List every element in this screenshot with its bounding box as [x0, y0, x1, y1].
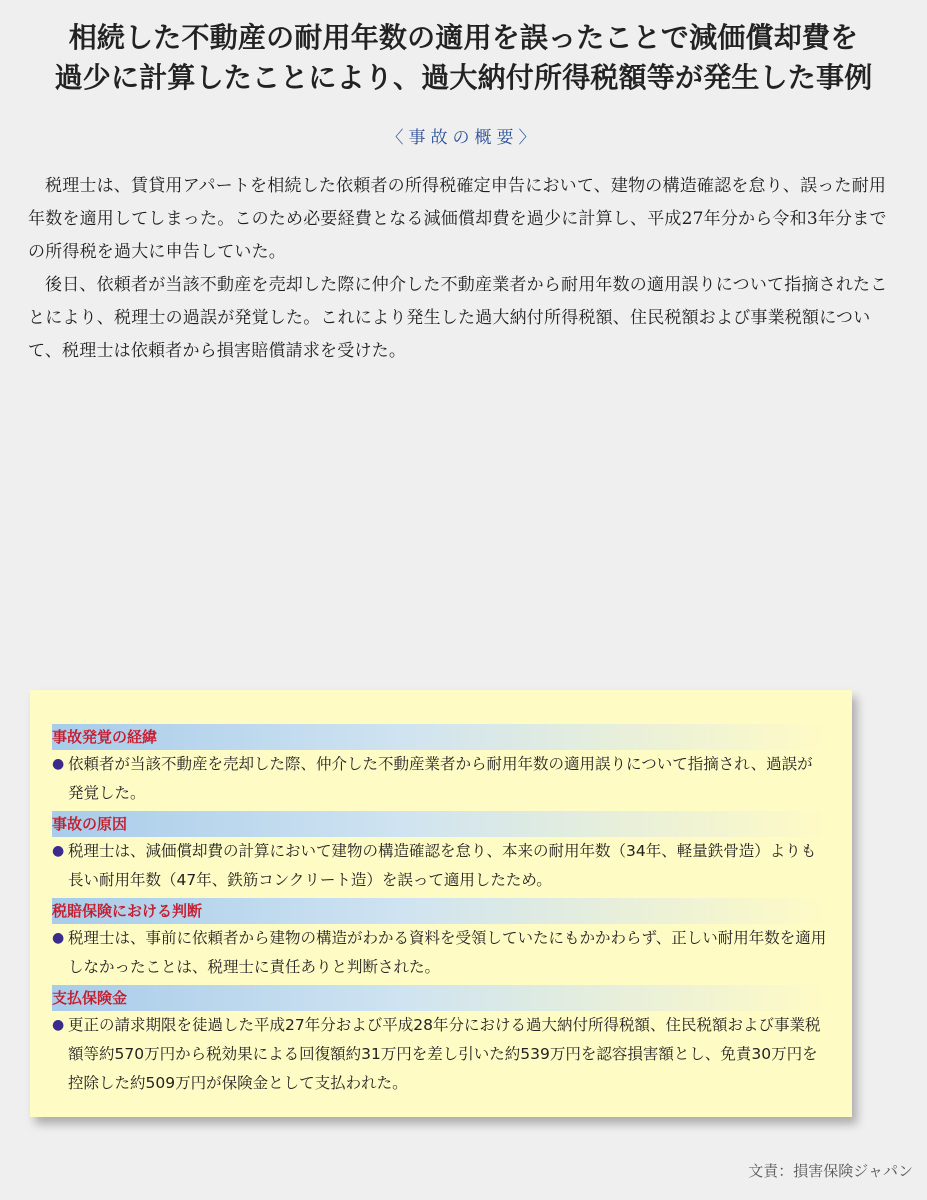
- section-text-discovery: 依頼者が当該不動産を売却した際、仲介した不動産業者から耐用年数の適用誤りについて指摘され、過誤が発覚した。: [68, 755, 813, 802]
- author-credit: 文責：損害保険ジャパン: [748, 1162, 913, 1180]
- overview-paragraph-2: 後日、依頼者が当該不動産を売却した際に仲介した不動産業者から耐用年数の適用誤りについて指摘されたことにより、税理士の過誤が発覚した。これにより発生した過大納付所得税額、住民税額および事業税額について、税理士は依頼者から損害賠償請求を受けた。: [28, 275, 888, 361]
- bullet-icon: ●: [52, 843, 65, 859]
- section-item-discovery: [52, 750, 828, 808]
- section-item-judgment: [52, 924, 828, 982]
- title-line-1: 相続した不動産の耐用年数の適用を誤ったことで減価償却費を: [68, 21, 859, 54]
- bullet-icon: ●: [52, 1017, 65, 1033]
- section-heading-payment: 支払保険金: [52, 985, 828, 1011]
- bullet-icon: ●: [52, 930, 65, 946]
- section-heading-discovery: 事故発覚の経緯: [52, 724, 828, 750]
- section-heading-cause: 事故の原因: [52, 811, 828, 837]
- section-text-cause: 税理士は、減価償却費の計算において建物の構造確認を怠り、本来の耐用年数（34年、軽量鉄骨造）よりも長い耐用年数（47年、鉄筋コンクリート造）を誤って適用したため。: [68, 842, 817, 889]
- section-item-cause: [52, 837, 828, 895]
- section-text-judgment: 税理士は、事前に依頼者から建物の構造がわかる資料を受領していたにもかかわらず、正しい耐用年数を適用しなかったことは、税理士に責任ありと判断された。: [68, 929, 827, 976]
- overview-body: [28, 170, 888, 368]
- title-line-2: 過少に計算したことにより、過大納付所得税額等が発生した事例: [54, 61, 873, 94]
- overview-paragraph-1: 税理士は、賃貸用アパートを相続した依頼者の所得税確定申告において、建物の構造確認を怠り、誤った耐用年数を適用してしまった。このため必要経費となる減価償却費を過少に計算し、平成27年分から令和3年分までの所得税を過大に申告していた。: [28, 176, 887, 262]
- bullet-icon: ●: [52, 756, 65, 772]
- overview-heading: 〈事故の概要〉: [386, 128, 541, 148]
- document-title: [0, 18, 927, 98]
- section-heading-judgment: 税賠保険における判断: [52, 898, 828, 924]
- section-item-payment: [52, 1011, 828, 1098]
- summary-box: [30, 690, 852, 1117]
- section-text-payment: 更正の請求期限を徒過した平成27年分および平成28年分における過大納付所得税額、住民税額および事業税額等約570万円から税効果による回復額約31万円を差し引いた約539万円を認容損害額とし、免責30万円を控除した約509万円が保険金として支払われた。: [68, 1016, 821, 1092]
